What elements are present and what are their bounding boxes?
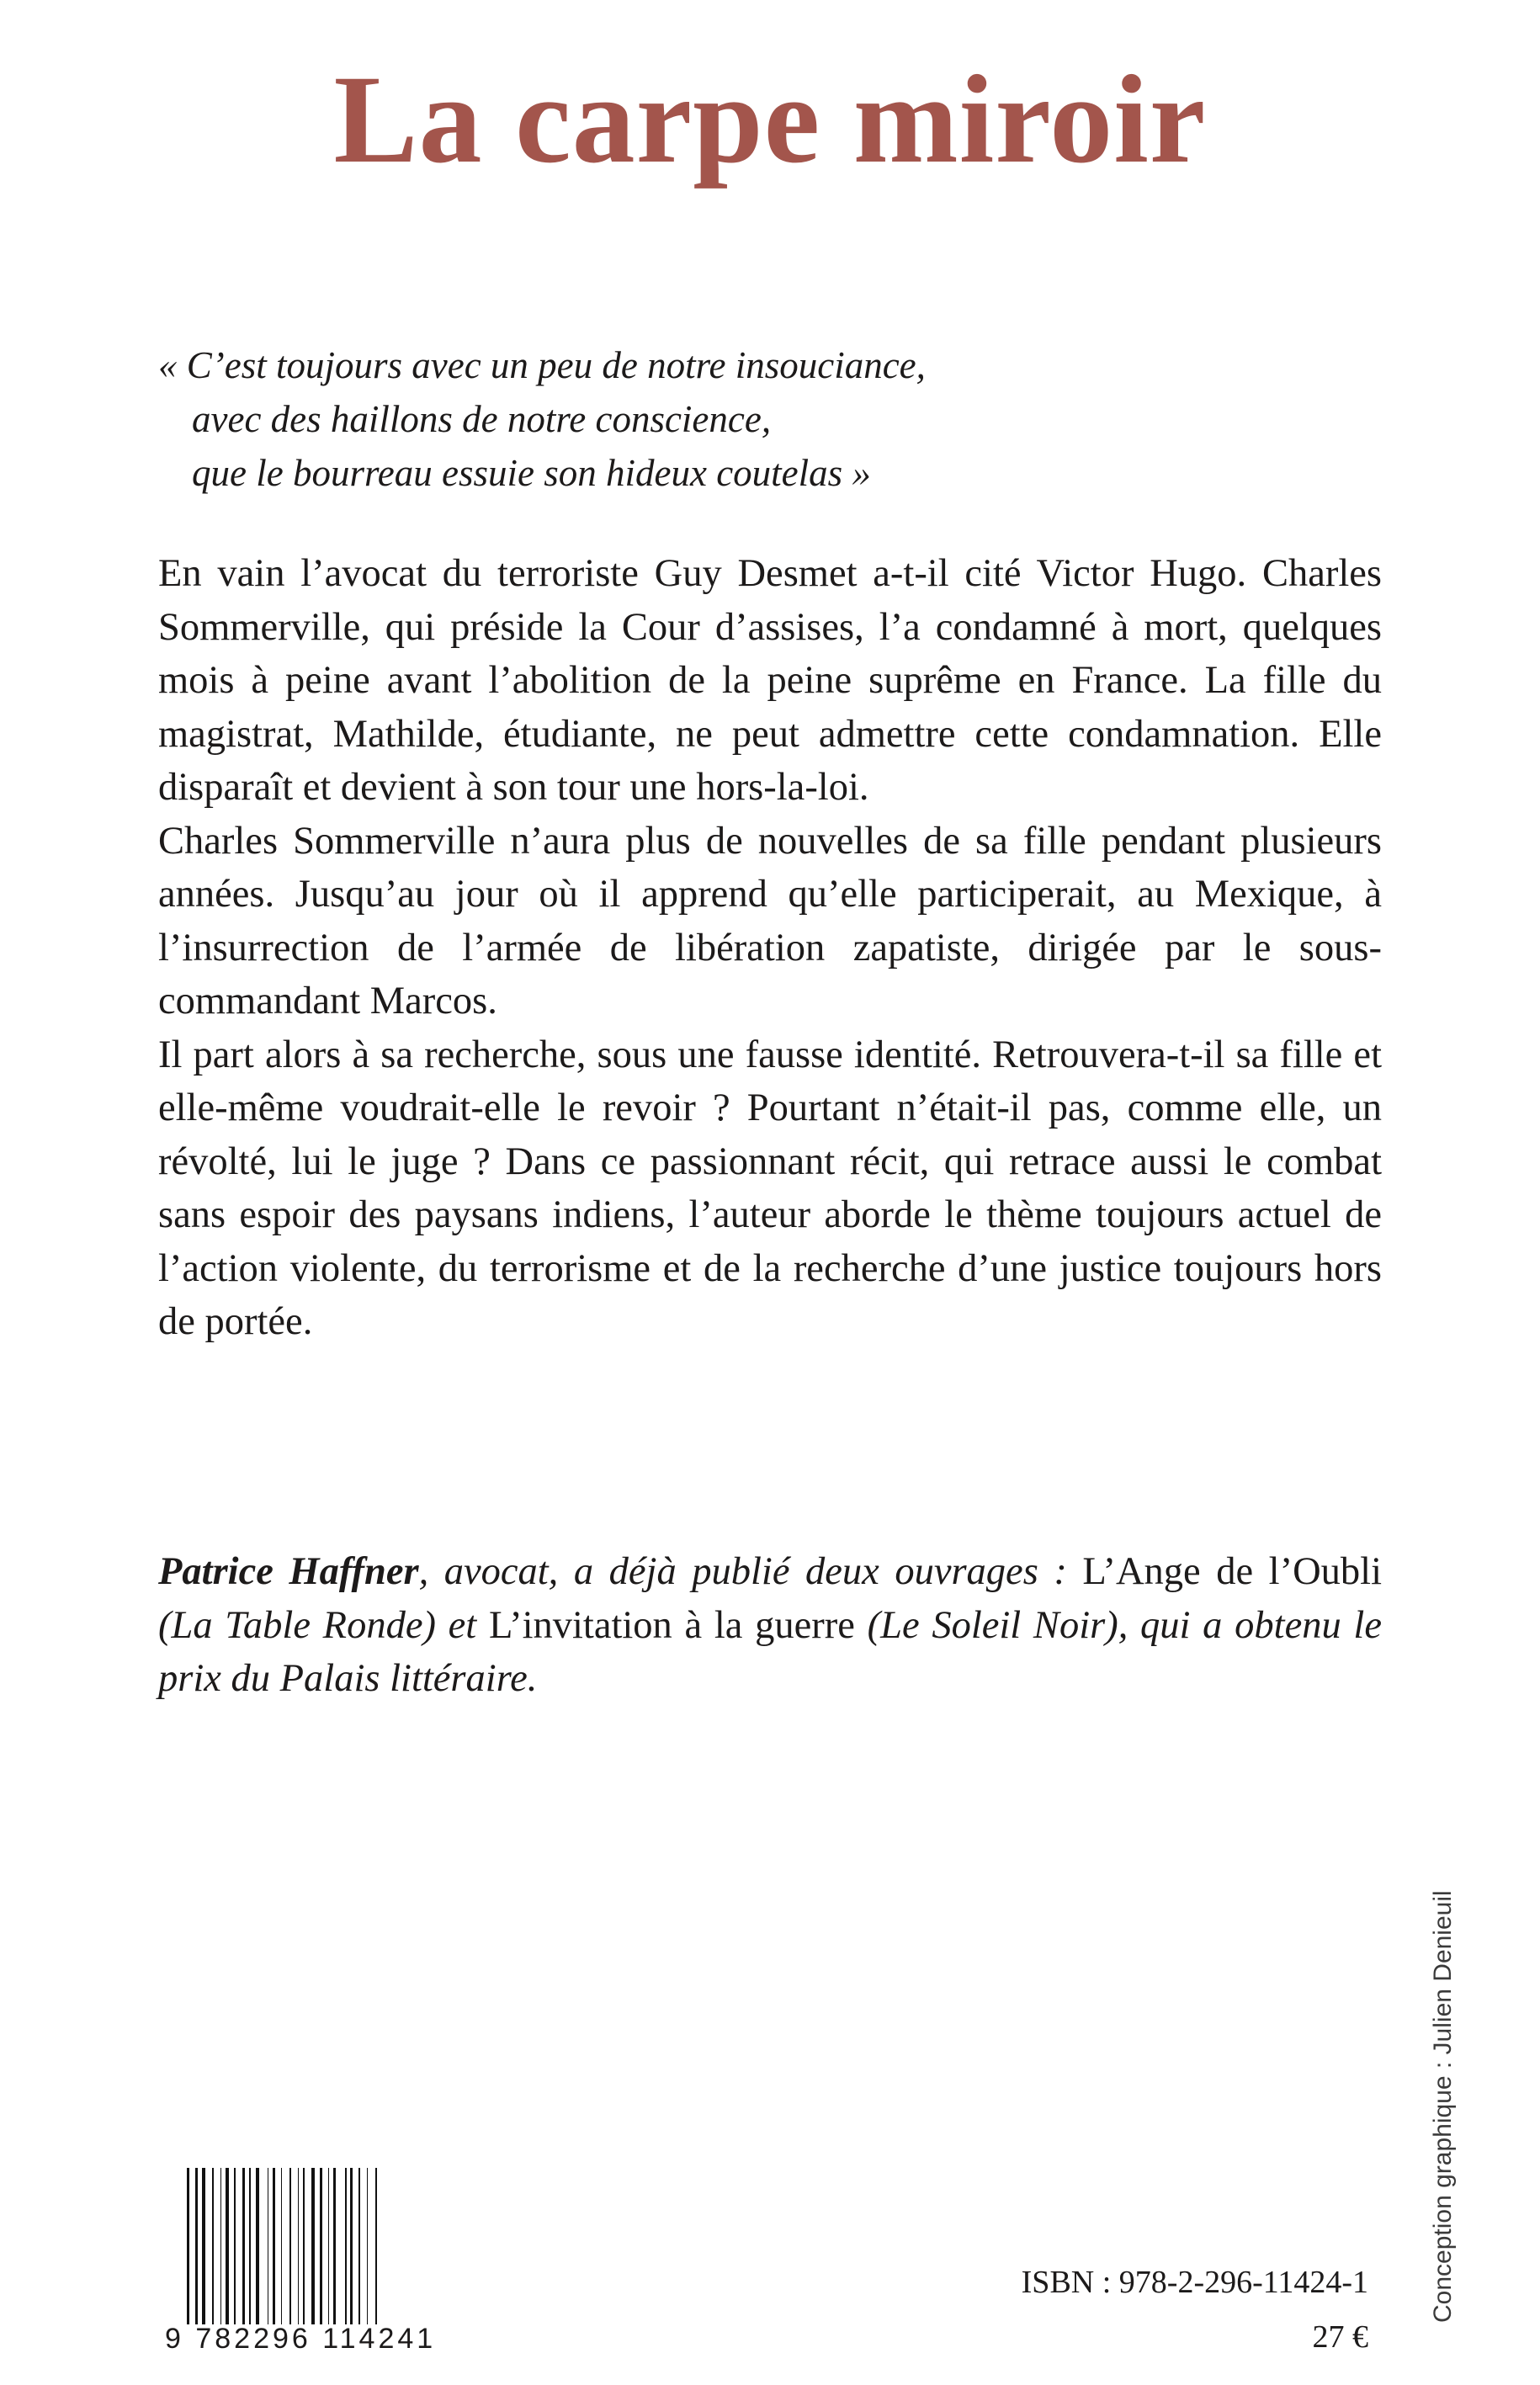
epigraph-line: avec des haillons de notre conscience, <box>192 398 772 440</box>
barcode-bar <box>345 2168 347 2324</box>
bio-outro: qui a obtenu le prix du Palais littéraire. <box>158 1603 1382 1700</box>
bio-conjunction: et <box>448 1603 489 1647</box>
barcode-digits: 9 782296 114241 <box>165 2323 437 2355</box>
book-reference: L’invitation à la guerre <box>488 1603 855 1647</box>
epigraph-quote <box>158 338 1387 500</box>
price: 27 € <box>1312 2319 1368 2355</box>
barcode-bar <box>242 2168 245 2324</box>
book-title: La carpe miroir <box>333 50 1207 189</box>
barcode-bar <box>202 2168 205 2324</box>
barcode-bar <box>311 2168 315 2324</box>
book-blurb <box>158 547 1382 1349</box>
barcode-bar <box>298 2168 299 2324</box>
barcode-bar <box>358 2168 360 2324</box>
publisher-reference: (Le Soleil Noir), <box>854 1603 1128 1647</box>
barcode-graphic <box>185 2168 475 2324</box>
barcode-bar <box>226 2168 229 2324</box>
epigraph-line: que le bourreau essuie son hideux coutelas » <box>192 452 871 494</box>
barcode-bar <box>256 2168 259 2324</box>
barcode-bar <box>234 2168 236 2324</box>
blurb-paragraph: Charles Sommerville n’aura plus de nouvelles de sa fille pendant plusieurs années. Jusqu’au jour où il apprend qu’elle participerait, au Mexique, à l’insurrection de l’armée de libération zapatiste, dirigée par le sous-commandant Marcos. <box>158 819 1382 1023</box>
author-bio <box>158 1545 1382 1706</box>
book-reference: L’Ange de l’Oubli <box>1082 1550 1382 1593</box>
barcode-bar <box>320 2168 322 2324</box>
barcode-bar <box>195 2168 198 2324</box>
barcode-bar <box>367 2168 368 2324</box>
blurb-paragraph: En vain l’avocat du terroriste Guy Desmet a-t-il cité Victor Hugo. Charles Sommerville, qui préside la Cour d’assises, l’a condamné à mort, quelques mois à peine avant l’abolition de la peine suprême en France. La fille du magistrat, Mathilde, étudiante, ne peut admettre cette condamnation. Elle disparaît et devient à son tour une hors-la-loi. <box>158 552 1382 809</box>
barcode-bar <box>220 2168 221 2324</box>
barcode <box>185 2168 475 2324</box>
barcode-bar <box>303 2168 305 2324</box>
isbn: ISBN : 978-2-296-11424-1 <box>1021 2265 1368 2300</box>
barcode-bar <box>333 2168 336 2324</box>
barcode-bar <box>350 2168 353 2324</box>
barcode-bar <box>187 2168 189 2324</box>
barcode-bar <box>249 2168 251 2324</box>
author-name: Patrice Haffner <box>158 1550 419 1593</box>
barcode-bar <box>328 2168 329 2324</box>
publisher-reference: (La Table Ronde) <box>158 1603 449 1647</box>
epigraph-line: « C’est toujours avec un peu de notre insouciance, <box>158 344 926 386</box>
barcode-bar <box>281 2168 282 2324</box>
barcode-bar <box>273 2168 275 2324</box>
bio-intro: , avocat, a déjà publié deux ouvrages : <box>418 1550 1083 1593</box>
blurb-paragraph: Il part alors à sa recherche, sous une fausse identité. Retrouvera-t-il sa fille et elle-même voudrait-elle le revoir ? Pourtant n’était-il pas, comme elle, un révolté, lui le juge ? Dans ce passionnant récit, qui retrace aussi le combat sans espoir des paysans indiens, l’auteur aborde le thème toujours actuel de l’action violente, du terrorisme et de la recherche d’une justice toujours hors de portée. <box>158 1033 1382 1343</box>
barcode-bar <box>212 2168 214 2324</box>
barcode-bar <box>289 2168 291 2324</box>
barcode-bar <box>375 2168 377 2324</box>
design-credit: Conception graphique : Julien Denieuil <box>1429 1890 1457 2323</box>
